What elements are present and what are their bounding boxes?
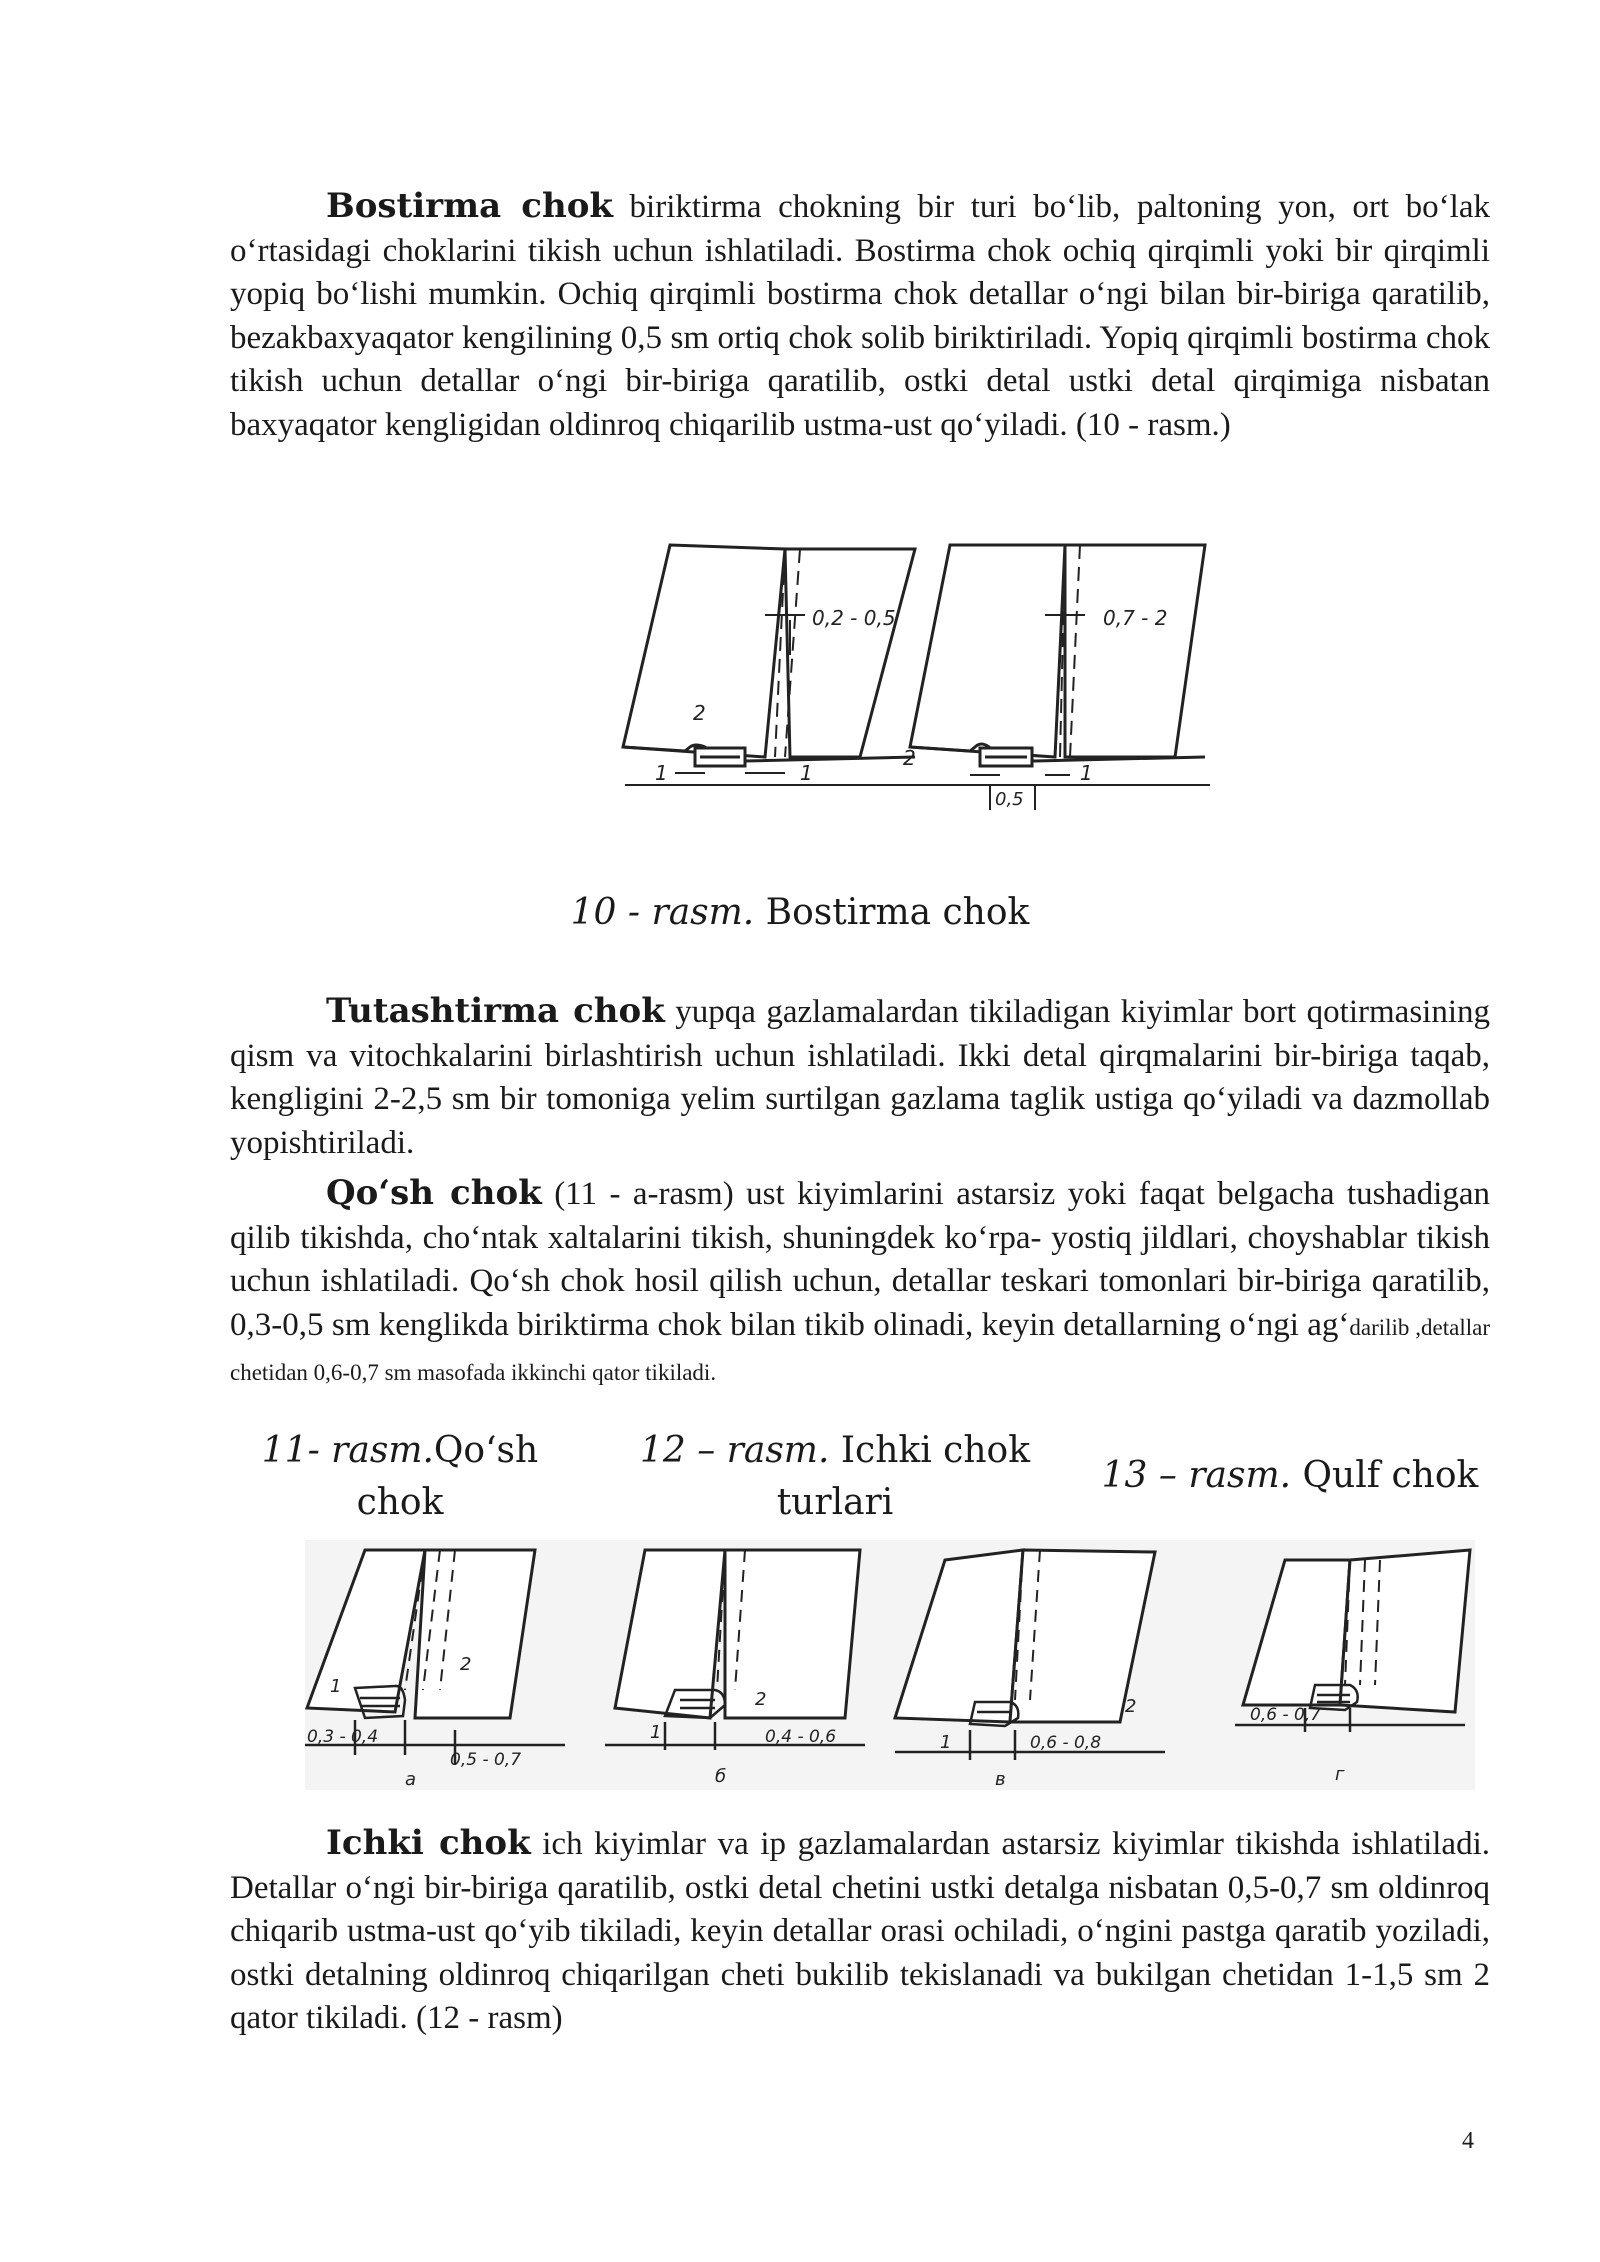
- caption-figure-11: [250, 1425, 550, 1529]
- figure-row-seams: [305, 1540, 1475, 1790]
- fig10-left-label-2: 2: [693, 701, 706, 725]
- caption-number: 10 - rasm.: [570, 892, 755, 933]
- paragraph-text: ich kiyimlar va ip gazlamalardan astarsiz kiyimlar tikishda ishlatiladi. Detallar o‘ngi bir-biriga qaratilib, ostki detal chetini ustki detalga nisbatan 0,5-0,7 sm oldinroq chiqarib ustma-ust qo‘yib tikiladi, keyin detallar orasi ochiladi, o‘ngini pastga qaratib yoziladi, ostki detalning oldinroq chiqarilgan cheti bukilib tekislanadi va bukilgan chetidan 1-1,5 sm 2 qator tikiladi. (12 - rasm): [230, 1826, 1490, 2036]
- fig-v-label-1: 1: [940, 1732, 952, 1753]
- fig-b-letter: б: [715, 1766, 727, 1787]
- caption-number: 12 – rasm.: [639, 1430, 830, 1471]
- caption-text: Ichki chok turlari: [776, 1430, 1031, 1523]
- paragraph-text: yupqa gazlamalardan tikiladigan kiyimlar bort qotirmasining qism va vitochkalarini birlashtirish uchun ishlatiladi. Ikki detal qirqmalarini bir-biriga taqab, kengligini 2-2,5 sm bir tomoniga yelim surtilgan gazlama taglik ustiga qo‘yiladi va dazmollab yopishtiriladi.: [230, 994, 1490, 1161]
- fig-a-label-1: 1: [330, 1676, 342, 1697]
- caption-number: 13 – rasm.: [1101, 1455, 1292, 1496]
- paragraph-small-text: darilib ,detallar chetidan 0,6-0,7 sm masofada ikkinchi qator tikiladi.: [230, 1314, 1490, 1385]
- fig-b-dim1: 0,4 - 0,6: [765, 1727, 837, 1747]
- caption-figure-10: [500, 887, 1100, 939]
- fig-a-letter: a: [405, 1769, 417, 1790]
- fig-a-dim1: 0,3 - 0,4: [307, 1727, 379, 1747]
- paragraph-ichki-chok: [230, 1822, 1490, 2041]
- fig10-right-dim: 0,7 - 2: [1103, 606, 1168, 630]
- figure-row-drawing: [305, 1540, 1475, 1790]
- term-heading: Qo‘sh chok: [326, 1173, 542, 1213]
- caption-text: Bostirma chok: [754, 892, 1030, 933]
- caption-number: 11- rasm.: [261, 1430, 434, 1471]
- caption-text: Qo‘sh chok: [356, 1430, 539, 1523]
- caption-figure-12: [630, 1425, 1040, 1529]
- fig-v-dim1: 0,6 - 0,8: [1030, 1733, 1102, 1753]
- fig10-right-label-2: 2: [903, 746, 916, 770]
- term-heading: Ichki chok: [326, 1823, 531, 1863]
- fig-b-label-1: 1: [650, 1722, 662, 1743]
- paragraph-text: (11 - a-rasm) ust kiyimlarini astarsiz yoki faqat belgacha tushadigan qilib tikishda, cho‘ntak xaltalarini tikish, shuningdek ko‘rpa- yostiq jildlari, choyshablar tikish uchun ishlatiladi. Qo‘sh chok hosil qilish uchun, detallar teskari tomonlari bir-biriga qaratilib, 0,3-0,5 sm kenglikda biriktirma chok bilan tikib olinadi, keyin detallarning o‘ngi ag‘: [230, 1176, 1490, 1343]
- fig-v-letter: в: [995, 1769, 1006, 1790]
- fig-b-label-2: 2: [755, 1689, 767, 1710]
- fig10-right-dim2: 0,5: [995, 789, 1024, 810]
- paragraph-bostirma-chok: [230, 185, 1490, 447]
- figure-10-drawing: [615, 535, 1215, 835]
- fig-g-letter: г: [1335, 1764, 1345, 1785]
- paragraph-tutashtirma-chok: [230, 990, 1490, 1165]
- term-heading: Tutashtirma chok: [326, 991, 665, 1031]
- caption-figure-13: [1090, 1450, 1490, 1502]
- term-heading: Bostirma chok: [326, 186, 613, 226]
- paragraph-text: biriktirma chokning bir turi bo‘lib, paltoning yon, ort bo‘lak o‘rtasidagi choklarini tikish uchun ishlatiladi. Bostirma chok ochiq qirqimli yoki bir qirqimli yopiq bo‘lishi mumkin. Ochiq qirqimli bostirma chok detallar o‘ngi bilan bir-biriga qaratilib, bezakbaxyaqator kengilining 0,5 sm ortiq chok solib biriktiriladi. Yopiq qirqimli bostirma chok tikish uchun detallar o‘ngi bir-biriga qaratilib, ostki detal ustki detal qirqimiga nisbatan baxyaqator kengligidan oldinroq chiqarilib ustma-ust qo‘yiladi. (10 - rasm.): [230, 189, 1490, 443]
- page-number: 4: [1462, 2128, 1474, 2154]
- fig10-left-label-1a: 1: [655, 761, 668, 785]
- fig-a-label-2: 2: [460, 1654, 472, 1675]
- fig-a-dim2: 0,5 - 0,7: [450, 1750, 522, 1770]
- fig10-left-dim: 0,2 - 0,5: [812, 606, 896, 630]
- fig10-right-label-1: 1: [1080, 761, 1093, 785]
- figure-10-bostirma-chok: [615, 535, 1215, 835]
- paragraph-qosh-chok: [230, 1172, 1490, 1395]
- caption-text: Qulf chok: [1291, 1455, 1479, 1496]
- fig-v-label-2: 2: [1125, 1696, 1137, 1717]
- fig-g-dim1: 0,6 - 0,7: [1250, 1705, 1322, 1725]
- fig10-left-label-1b: 1: [800, 761, 813, 785]
